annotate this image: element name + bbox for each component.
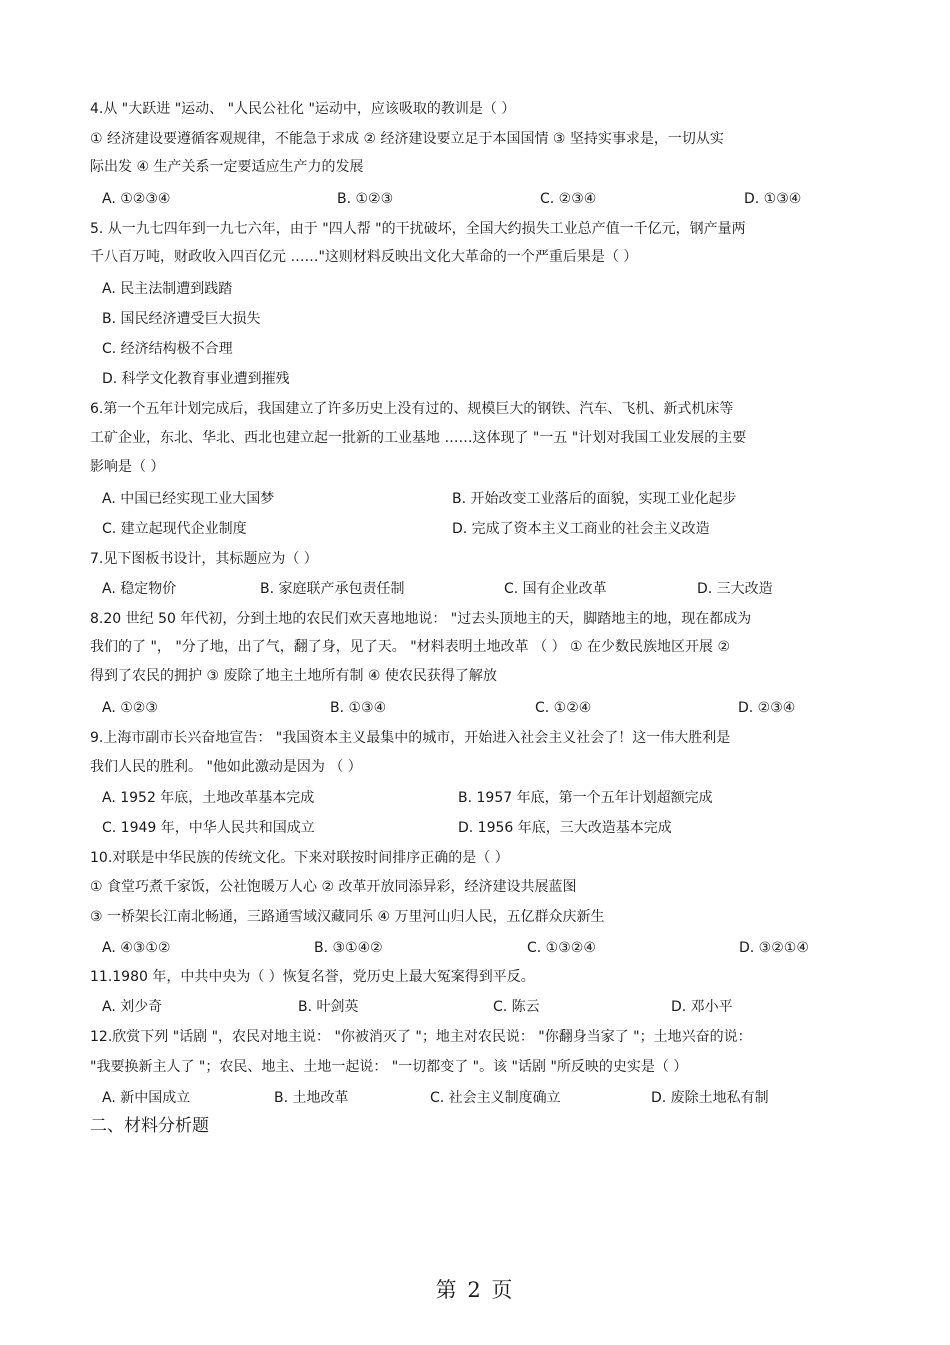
question-9-option-a: A. 1952 年底，土地改革基本完成 <box>102 790 315 806</box>
question-12-option-b: B. 土地改革 <box>274 1090 349 1106</box>
question-4-stem: 4.从 "大跃进 "运动、 "人民公社化 "运动中，应该吸取的教训是（ ） <box>90 101 516 117</box>
question-6-option-d: D. 完成了资本主义工商业的社会主义改造 <box>452 521 710 537</box>
question-6-stem: 工矿企业，东北、华北、西北也建立起一批新的工业基地 ……这体现了 "一五 "计划对我国工业发展的主要 <box>90 430 747 446</box>
question-7-option-c: C. 国有企业改革 <box>504 581 607 597</box>
question-4-stem: ① 经济建设要遵循客观规律，不能急于求成 ② 经济建设要立足于本国国情 ③ 坚持实事求是，一切从实 <box>90 131 724 147</box>
question-7-option-d: D. 三大改造 <box>697 581 773 597</box>
question-8-stem: 得到了农民的拥护 ③ 废除了地主土地所有制 ④ 使农民获得了解放 <box>90 668 497 684</box>
question-8-stem: 8.20 世纪 50 年代初，分到土地的农民们欢天喜地地说： "过去头顶地主的天，脚踏地主的地，现在都成为 <box>90 611 752 627</box>
question-12-stem: 12.欣赏下列 "话剧 "，农民对地主说： "你被消灭了 "；地主对农民说： "你翻身当家了 "；土地兴奋的说： <box>90 1029 752 1045</box>
question-9-option-b: B. 1957 年底，第一个五年计划超额完成 <box>458 790 713 806</box>
question-6-option-b: B. 开始改变工业落后的面貌，实现工业化起步 <box>452 491 737 507</box>
question-10-option-a: A. ④③①② <box>102 940 171 956</box>
question-4-stem: 际出发 ④ 生产关系一定要适应生产力的发展 <box>90 159 364 175</box>
question-10-option-c: C. ①③②④ <box>527 940 596 956</box>
question-11-option-c: C. 陈云 <box>493 999 540 1015</box>
question-9-option-d: D. 1956 年底，三大改造基本完成 <box>458 820 672 836</box>
question-9-option-c: C. 1949 年，中华人民共和国成立 <box>102 820 315 836</box>
page-number: 第 2 页 <box>435 1278 515 1302</box>
question-8-stem: 我们的了 "， "分了地，出了气，翻了身，见了天。 "材料表明土地改革 （ ） ① 在少数民族地区开展 ② <box>90 639 731 655</box>
question-7-stem: 7.见下图板书设计，其标题应为（ ） <box>90 551 318 567</box>
question-5-option-b: B. 国民经济遭受巨大损失 <box>102 311 261 327</box>
question-6-stem: 影响是（ ） <box>90 459 165 475</box>
question-7-option-a: A. 稳定物价 <box>102 581 177 597</box>
question-5-option-c: C. 经济结构极不合理 <box>102 341 233 357</box>
question-5-option-d: D. 科学文化教育事业遭到摧残 <box>102 371 290 387</box>
question-9-stem: 我们人民的胜利。 "他如此激动是因为 （ ） <box>90 759 362 775</box>
question-10-stem: 10.对联是中华民族的传统文化。下来对联按时间排序正确的是（ ） <box>90 850 509 866</box>
question-12-stem: "我要换新主人了 "；农民、地主、土地一起说： "一切都变了 "。该 "话剧 "所反映的史实是（ ） <box>90 1059 688 1075</box>
question-8-option-c: C. ①②④ <box>535 700 592 716</box>
question-4-option-a: A. ①②③④ <box>102 191 171 207</box>
question-6-stem: 6.第一个五年计划完成后，我国建立了许多历史上没有过的、规模巨大的钢铁、汽车、飞机、新式机床等 <box>90 401 734 417</box>
question-7-option-b: B. 家庭联产承包责任制 <box>260 581 405 597</box>
question-10-stem: ① 食堂巧煮千家饭，公社饱暖万人心 ② 改革开放同添异彩，经济建设共展蓝图 <box>90 879 577 895</box>
question-12-option-c: C. 社会主义制度确立 <box>430 1090 561 1106</box>
question-10-option-b: B. ③①④② <box>314 940 383 956</box>
question-4-option-d: D. ①③④ <box>744 191 802 207</box>
question-5-stem: 千八百万吨，财政收入四百亿元 ……"这则材料反映出文化大革命的一个严重后果是（ ） <box>90 249 638 265</box>
question-5-option-a: A. 民主法制遭到践踏 <box>102 281 233 297</box>
question-4-option-c: C. ②③④ <box>540 191 597 207</box>
question-11-option-a: A. 刘少奇 <box>102 999 163 1015</box>
question-6-option-a: A. 中国已经实现工业大国梦 <box>102 491 275 507</box>
question-11-stem: 11.1980 年，中共中央为（ ）恢复名誉，党历史上最大冤案得到平反。 <box>90 969 535 985</box>
question-10-option-d: D. ③②①④ <box>739 940 809 956</box>
question-4-option-b: B. ①②③ <box>337 191 394 207</box>
question-6-option-c: C. 建立起现代企业制度 <box>102 521 247 537</box>
question-12-option-d: D. 废除土地私有制 <box>651 1090 769 1106</box>
question-11-option-d: D. 邓小平 <box>671 999 733 1015</box>
question-11-option-b: B. 叶剑英 <box>298 999 359 1015</box>
question-8-option-b: B. ①③④ <box>330 700 387 716</box>
question-8-option-a: A. ①②③ <box>102 700 158 716</box>
question-9-stem: 9.上海市副市长兴奋地宣告： "我国资本主义最集中的城市，开始进入社会主义社会了！这一伟大胜利是 <box>90 730 731 746</box>
question-10-stem: ③ 一桥架长江南北畅通，三路通雪域汉藏同乐 ④ 万里河山归人民，五亿群众庆新生 <box>90 909 605 925</box>
question-5-stem: 5. 从一九七四年到一九七六年，由于 "四人帮 "的干扰破坏，全国大约损失工业总产值一千亿元，钢产量两 <box>90 221 746 237</box>
section-title: 二、材料分析题 <box>90 1116 209 1136</box>
question-8-option-d: D. ②③④ <box>738 700 796 716</box>
question-12-option-a: A. 新中国成立 <box>102 1090 191 1106</box>
